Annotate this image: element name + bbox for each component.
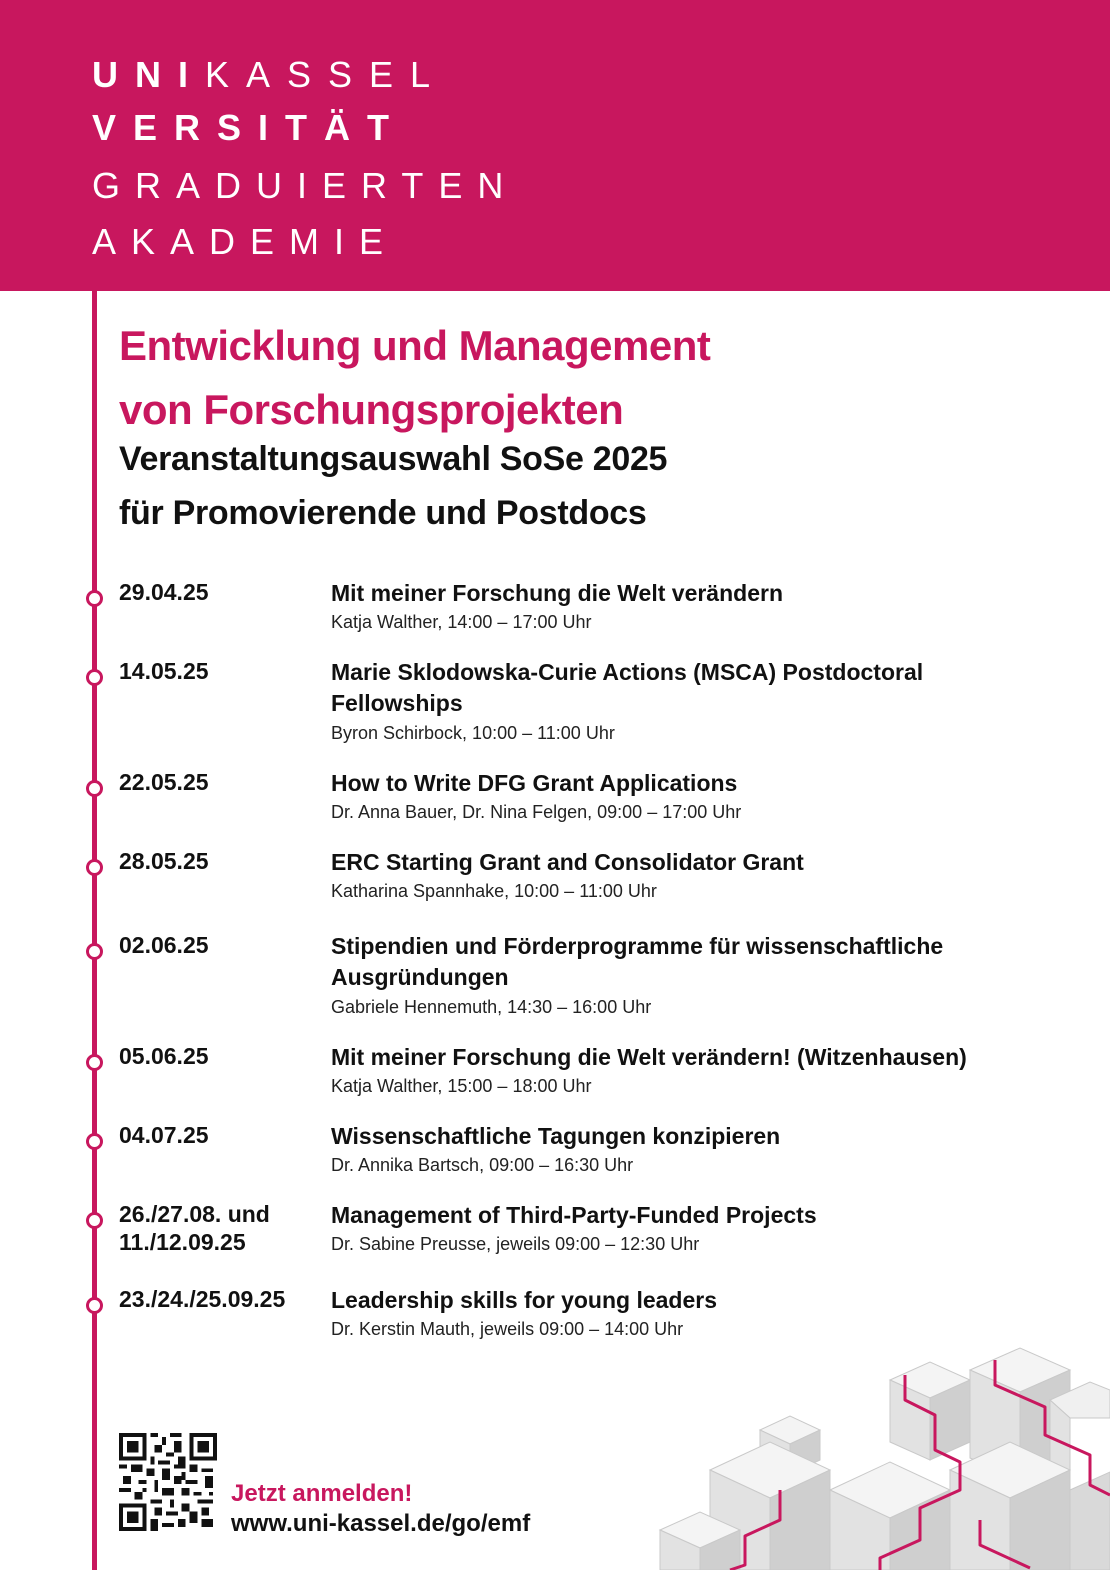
timeline-dot-icon <box>86 859 103 876</box>
decorative-cubes-graphic <box>650 1340 1110 1570</box>
page-title <box>119 314 710 442</box>
event-date: 26./27.08. und 11./12.09.25 <box>119 1201 270 1255</box>
event-title: How to Write DFG Grant Applications <box>331 770 738 796</box>
timeline-dot-icon <box>86 943 103 960</box>
event-meta: Dr. Anna Bauer, Dr. Nina Felgen, 09:00 – 17:00 Uhr <box>331 802 742 822</box>
event-date: 14.05.25 <box>119 658 209 684</box>
event-title: Marie Sklodowska-Curie Actions (MSCA) Postdoctoral Fellowships <box>331 659 924 716</box>
register-url-link[interactable]: www.uni-kassel.de/go/emf <box>231 1510 531 1537</box>
logo-graduierten: GRADUIERTEN <box>92 165 519 206</box>
event-meta: Gabriele Hennemuth, 14:30 – 16:00 Uhr <box>331 997 652 1017</box>
timeline-dot-icon <box>86 1133 103 1150</box>
event-date: 02.06.25 <box>119 932 209 958</box>
timeline-dot-icon <box>86 590 103 607</box>
timeline-dot-icon <box>86 1297 103 1314</box>
page-subtitle <box>119 432 667 540</box>
register-cta[interactable]: Jetzt anmelden! <box>231 1480 413 1507</box>
logo-line-1 <box>92 54 448 95</box>
event-date: 05.06.25 <box>119 1043 209 1069</box>
timeline-line <box>92 291 97 1570</box>
logo-line-2 <box>92 107 407 148</box>
event-meta: Dr. Sabine Preusse, jeweils 09:00 – 12:30 Uhr <box>331 1234 700 1254</box>
logo-uni: UNI <box>92 54 205 95</box>
logo-versitaet: VERSITÄT <box>92 107 407 148</box>
event-title: ERC Starting Grant and Consolidator Grant <box>331 849 804 875</box>
event-meta: Katharina Spannhake, 10:00 – 11:00 Uhr <box>331 881 657 901</box>
timeline-dot-icon <box>86 780 103 797</box>
timeline-dot-icon <box>86 669 103 686</box>
event-meta: Katja Walther, 14:00 – 17:00 Uhr <box>331 612 592 632</box>
title-line-1: Entwicklung und Management <box>119 322 711 369</box>
event-title: Mit meiner Forschung die Welt verändern! (Witzenhausen) <box>331 1044 967 1070</box>
event-title: Wissenschaftliche Tagungen konzipieren <box>331 1123 781 1149</box>
event-date: 22.05.25 <box>119 769 209 795</box>
event-title: Management of Third-Party-Funded Projects <box>331 1202 817 1228</box>
timeline-dot-icon <box>86 1054 103 1071</box>
event-meta: Dr. Annika Bartsch, 09:00 – 16:30 Uhr <box>331 1155 634 1175</box>
event-date: 23./24./25.09.25 <box>119 1286 286 1312</box>
event-meta: Dr. Kerstin Mauth, jeweils 09:00 – 14:00 Uhr <box>331 1319 684 1339</box>
event-title: Stipendien und Förderprogramme für wissenschaftliche Ausgründungen <box>331 933 944 990</box>
event-date: 04.07.25 <box>119 1122 209 1148</box>
qr-code-icon[interactable] <box>119 1433 217 1531</box>
logo-kassel: KASSEL <box>205 54 448 95</box>
event-date: 29.04.25 <box>119 579 209 605</box>
subtitle-line-1: Veranstaltungsauswahl SoSe 2025 <box>119 440 668 478</box>
timeline-dot-icon <box>86 1212 103 1229</box>
event-meta: Katja Walther, 15:00 – 18:00 Uhr <box>331 1076 592 1096</box>
event-title: Leadership skills for young leaders <box>331 1287 718 1313</box>
logo-akademie: AKADEMIE <box>92 221 399 262</box>
header-banner <box>0 0 1110 291</box>
subtitle-line-2: für Promovierende und Postdocs <box>119 494 647 532</box>
title-line-2: von Forschungsprojekten <box>119 386 624 433</box>
event-title: Mit meiner Forschung die Welt verändern <box>331 580 783 606</box>
event-date: 28.05.25 <box>119 848 209 874</box>
event-meta: Byron Schirbock, 10:00 – 11:00 Uhr <box>331 723 615 743</box>
